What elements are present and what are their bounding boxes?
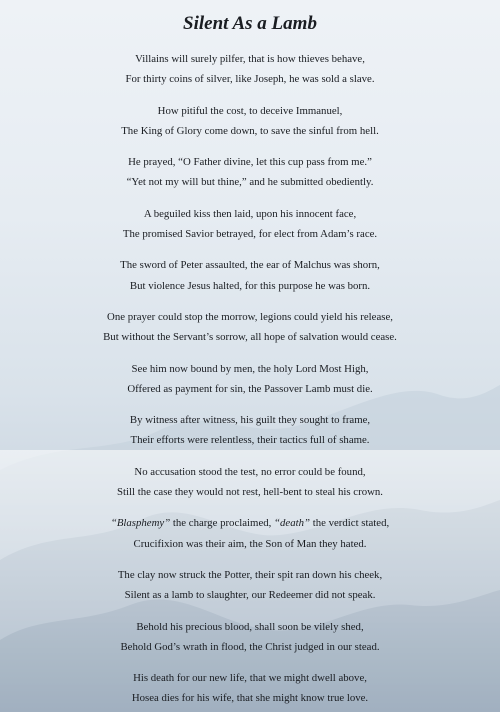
stanza-line: Still the case they would not rest, hell-bent to steal his crown.: [117, 485, 383, 498]
stanza-line: Villains will surely pilfer, that is how thieves behave,: [135, 53, 365, 65]
stanza-line: Crucifixion was their aim, the Son of Man they hated.: [133, 537, 367, 550]
stanza-line: The sword of Peter assaulted, the ear of Malchus was shorn,: [120, 259, 380, 272]
stanza-line: By witness after witness, his guilt they sought to frame,: [129, 414, 371, 427]
death-quote: “death”: [274, 517, 311, 530]
stanza-line: He prayed, “O Father divine, let this cup pass from me.”: [128, 156, 372, 169]
stanza-line: Behold his precious blood, shall soon be vilely shed,: [136, 620, 364, 633]
stanza-line: Offered as payment for sin, the Passover Lamb must die.: [127, 382, 373, 395]
stanza-line: A beguiled kiss then laid, upon his innocent face,: [143, 207, 357, 220]
stanza-1: [0, 49, 500, 89]
stanza-line: No accusation stood the test, no error could be found,: [134, 465, 366, 478]
stanza-4: [0, 204, 500, 244]
stanza-line: See him now bound by men, the holy Lord Most High,: [131, 362, 369, 375]
stanza-10: [0, 513, 500, 553]
line-segment: the charge proclaimed,: [170, 517, 275, 530]
stanza-3: [0, 152, 500, 192]
stanza-line: For thirty coins of silver, like Joseph, he was sold a slave.: [125, 73, 375, 86]
stanza-line: Their efforts were relentless, their tactics full of shame.: [130, 434, 370, 447]
poem-title: Silent As a Lamb: [183, 13, 317, 34]
stanza-line: His death for our new life, that we might dwell above,: [133, 672, 367, 685]
stanza-line: Hosea dies for his wife, that she might know true love.: [131, 692, 369, 705]
stanza-12: [0, 617, 500, 657]
stanza-line: One prayer could stop the morrow, legions could yield his release,: [107, 310, 393, 323]
stanza-7: [0, 359, 500, 399]
stanza-8: [0, 410, 500, 450]
stanza-6: [0, 307, 500, 347]
stanza-line: Behold God’s wrath in flood, the Christ judged in our stead.: [120, 640, 380, 653]
stanza-line: But without the Servant’s sorrow, all hope of salvation would cease.: [103, 331, 397, 344]
stanza-line: The King of Glory come down, to save the sinful from hell.: [121, 124, 379, 137]
stanza-line: “Yet not my will but thine,” and he submitted obediently.: [126, 176, 374, 189]
stanza-line: [0, 513, 500, 533]
blasphemy-quote: “Blasphemy”: [110, 517, 171, 530]
stanza-2: [0, 101, 500, 141]
stanza-line: Silent as a lamb to slaughter, our Redeemer did not speak.: [124, 589, 376, 602]
stanza-line: The promised Savior betrayed, for elect from Adam’s race.: [122, 227, 378, 240]
stanza-9: [0, 462, 500, 502]
stanza-13: [0, 668, 500, 708]
stanza-11: [0, 565, 500, 605]
stanza-5: [0, 255, 500, 295]
line-segment: the verdict stated,: [310, 517, 390, 530]
stanza-line: But violence Jesus halted, for this purpose he was born.: [129, 279, 371, 292]
stanza-line: How pitiful the cost, to deceive Immanuel,: [157, 104, 343, 117]
stanza-line: The clay now struck the Potter, their spit ran down his cheek,: [117, 568, 383, 581]
